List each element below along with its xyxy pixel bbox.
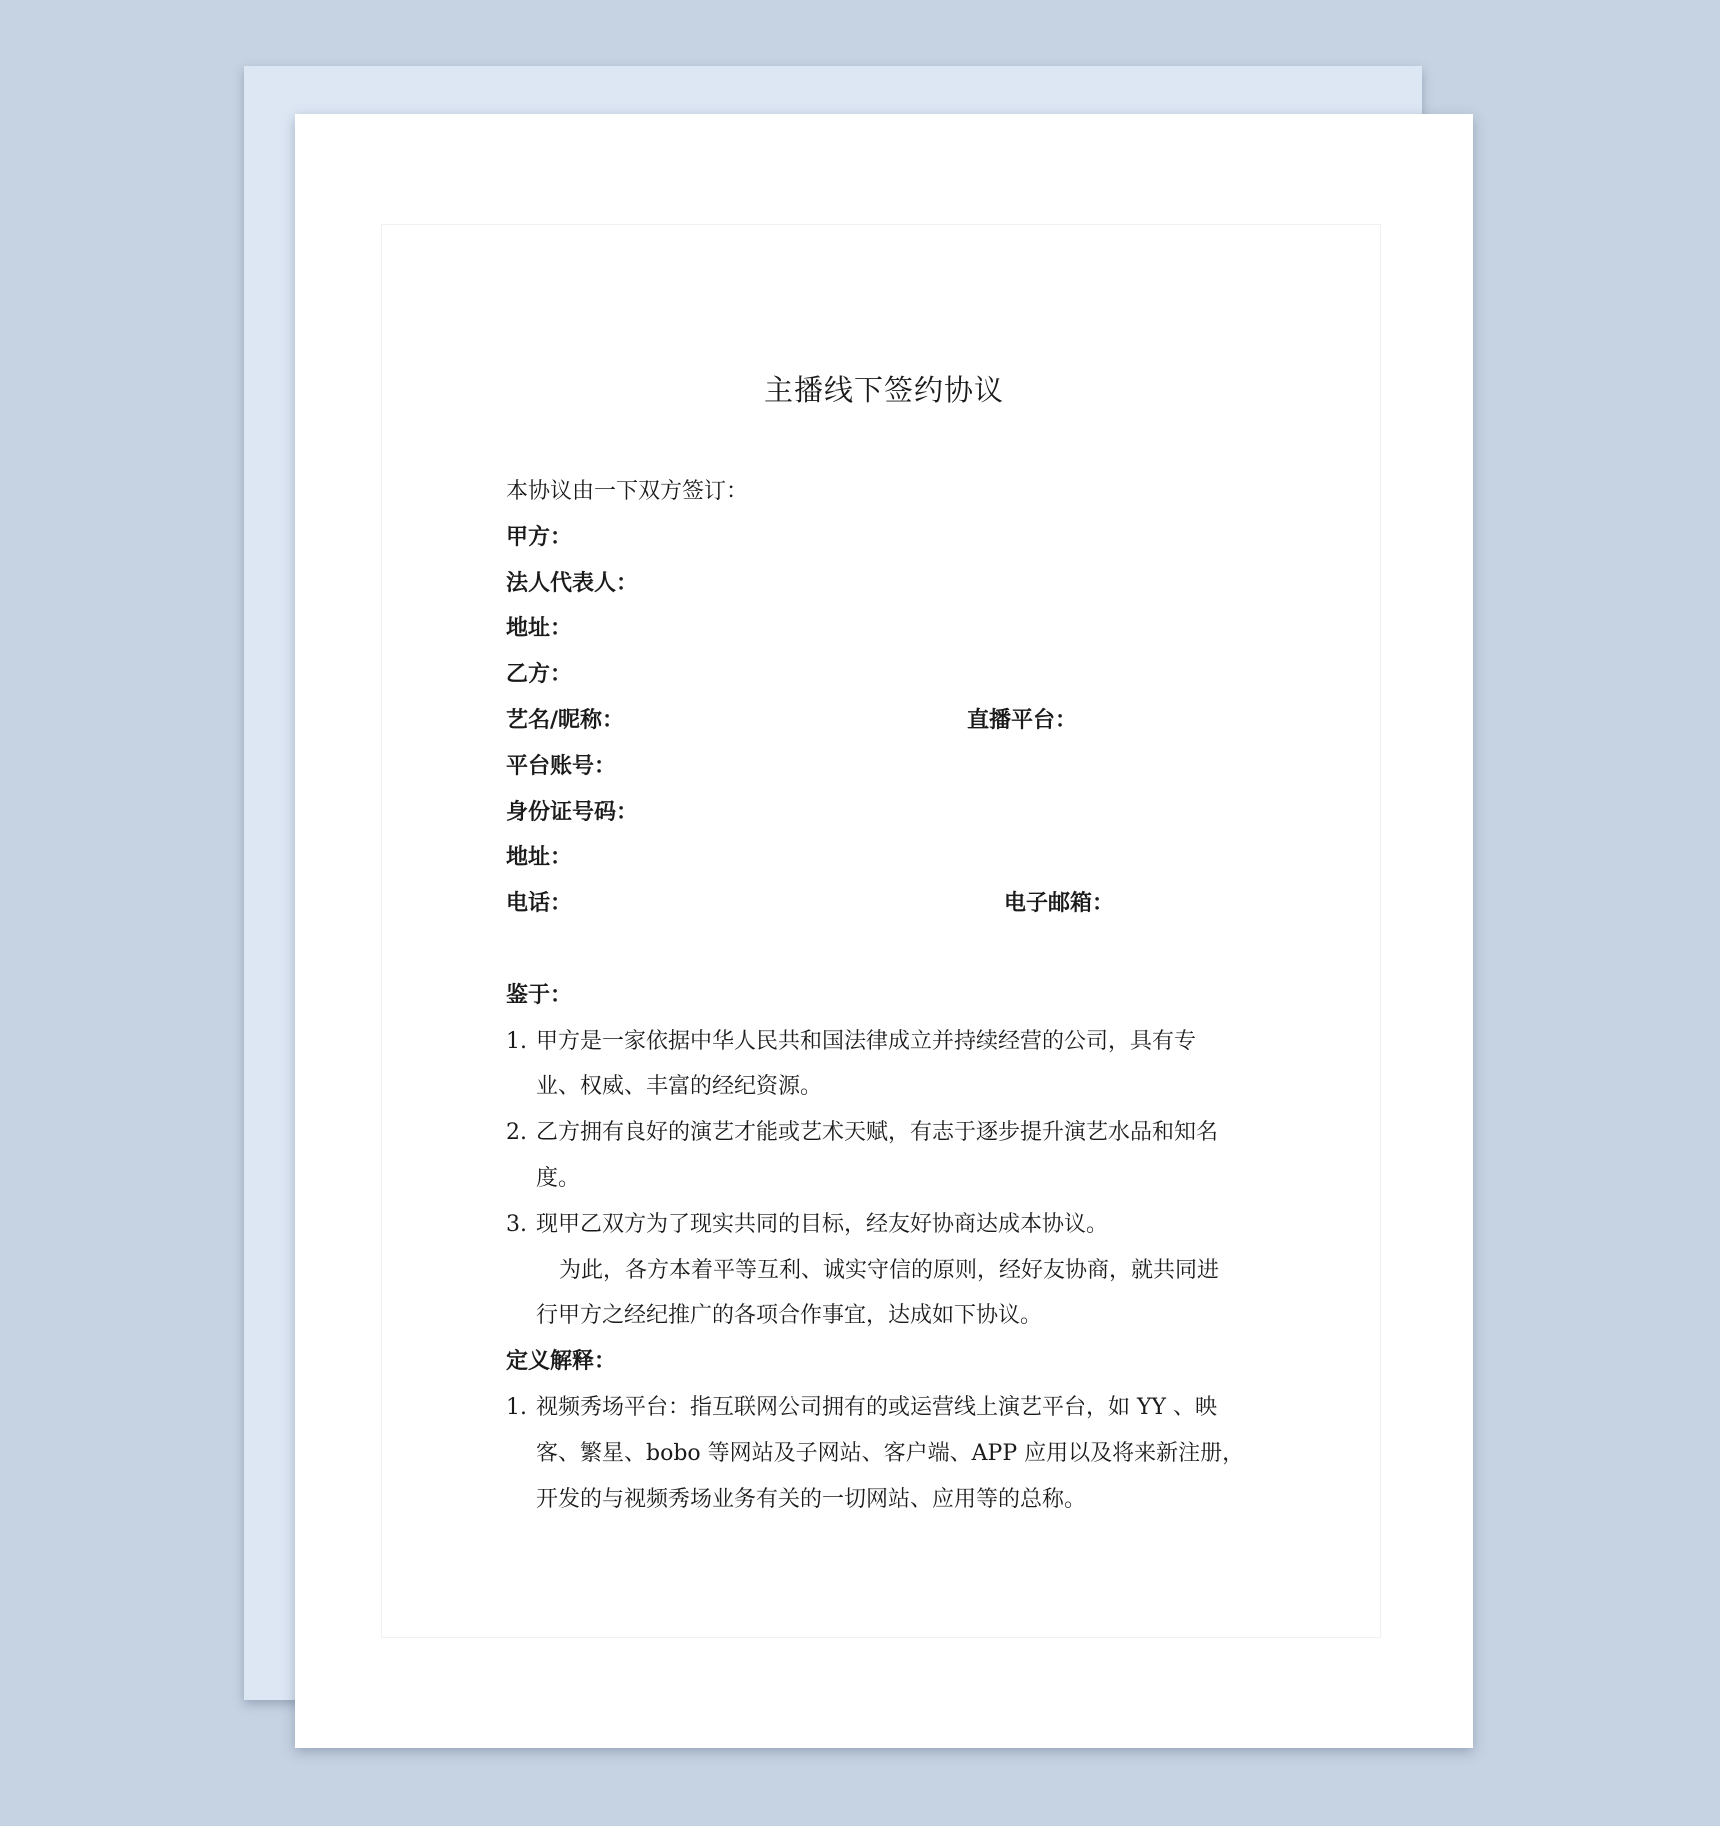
- platform-label: 直播平台：: [967, 707, 1078, 733]
- party-a-address-label: 地址：: [506, 616, 573, 642]
- list-item-text: 现甲乙双方为了现实共同的目标，经友好协商达成本协议。: [536, 1211, 1109, 1237]
- document-body: [506, 469, 1286, 1522]
- document-page: [295, 114, 1473, 1748]
- list-number: 1.: [506, 1028, 527, 1054]
- definition-item-continued: 客、繁星、bobo 等网站及子网站、客户端、APP 应用以及将来新注册，: [536, 1440, 1245, 1466]
- list-number: 2.: [506, 1120, 527, 1146]
- list-item-text: 视频秀场平台：指互联网公司拥有的或运营线上演艺平台，如 YY 、映: [536, 1394, 1218, 1420]
- document-title: 主播线下签约协议: [763, 373, 1004, 407]
- id-number-label: 身份证号码：: [506, 799, 639, 825]
- whereas-paragraph-continued: 行甲方之经纪推广的各项合作事宜，达成如下协议。: [536, 1303, 1043, 1329]
- list-item-text: 乙方拥有良好的演艺才能或艺术天赋，有志于逐步提升演艺水品和知名: [536, 1120, 1219, 1146]
- list-item-text: 甲方是一家依据中华人民共和国法律成立并持续经营的公司，具有专: [536, 1028, 1197, 1054]
- party-b-label: 乙方：: [506, 662, 573, 688]
- account-label: 平台账号：: [506, 753, 617, 779]
- whereas-item-continued: 业、权威、丰富的经纪资源。: [536, 1074, 823, 1100]
- party-b-address-label: 地址：: [506, 845, 573, 871]
- definitions-heading: 定义解释：: [506, 1349, 617, 1375]
- definition-item: [506, 1385, 1286, 1431]
- party-a-label: 甲方：: [506, 524, 573, 550]
- email-label: 电子邮箱：: [1004, 891, 1115, 917]
- list-number: 1.: [506, 1394, 527, 1420]
- intro-line: 本协议由一下双方签订：: [506, 479, 749, 504]
- whereas-item: [506, 1202, 1286, 1248]
- legal-rep-label: 法人代表人：: [506, 570, 639, 596]
- whereas-item: [506, 1019, 1286, 1065]
- list-number: 3.: [506, 1211, 527, 1237]
- whereas-paragraph: 为此，各方本着平等互利、诚实守信的原则，经好友协商，就共同进: [559, 1257, 1220, 1283]
- phone-label: 电话：: [506, 891, 573, 917]
- whereas-heading: 鉴于：: [506, 982, 573, 1008]
- whereas-item: [506, 1110, 1286, 1156]
- spacer: [506, 927, 1286, 973]
- whereas-item-continued: 度。: [536, 1165, 581, 1191]
- phone-row: [506, 881, 1286, 927]
- stage-name-row: [506, 698, 1286, 744]
- definition-item-continued: 开发的与视频秀场业务有关的一切网站、应用等的总称。: [536, 1486, 1087, 1512]
- stage-name-label: 艺名/昵称：: [506, 707, 625, 733]
